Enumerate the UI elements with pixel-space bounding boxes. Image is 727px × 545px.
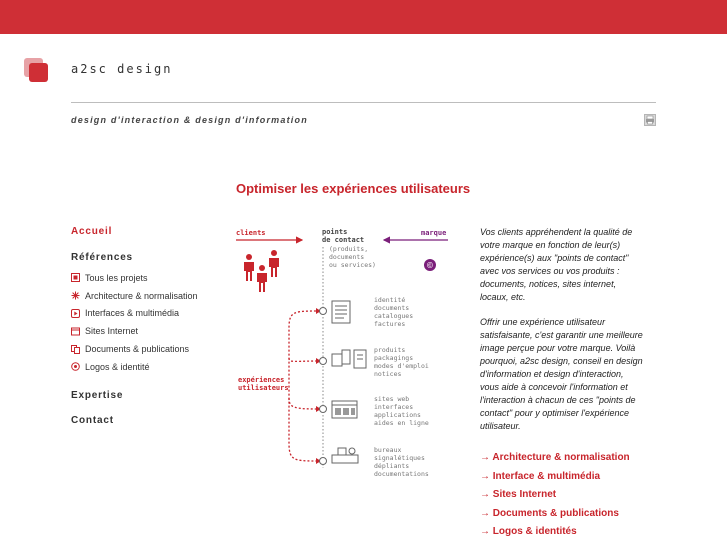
intro-paragraph-1: Vos clients appréhendent la qualité de votre marque en fonction de leur(s) expérience(s) aux "points de contact" avec vos services ou vos produits : documents, notices, sites internet, locaux, etc. (480, 227, 633, 302)
target-icon (71, 362, 80, 371)
link-sites-internet[interactable]: → Sites Internet (480, 489, 557, 501)
points-label-2: de contact (322, 236, 365, 244)
nav-references[interactable]: Références (71, 252, 133, 263)
documents-icon (71, 345, 80, 354)
play-box-icon (71, 309, 80, 318)
packaging-icon (332, 350, 366, 368)
page-title: Optimiser les expériences utilisateurs (236, 181, 471, 196)
nav-accueil[interactable]: Accueil (71, 226, 113, 237)
touchpoint-4-line-2: signalétiques (374, 454, 425, 462)
browser-window-icon (71, 327, 80, 336)
points-label-1: points (322, 228, 348, 236)
intro-paragraph-2: Offrir une expérience utilisateur satisfaisante, c'est garantir une meilleure image perçue pour votre marque. Voilà pourquoi, a2sc design, conseil en design d'information et design d'interaction, vous aide à concevoir l'information et l'interaction à chacun de ces "points de contact" pour y optimiser l'expérience utilisateur. (480, 317, 643, 431)
link-documents[interactable]: → Documents & publications (480, 507, 619, 519)
document-icon (332, 301, 350, 323)
touchpoint-4-line-3: dépliants (374, 462, 410, 470)
touchpoint-3-line-1: sites web (374, 395, 410, 403)
marque-label: marque (421, 229, 447, 237)
touchpoint-1-line-4: factures (374, 320, 406, 328)
touchpoint-2-line-4: notices (374, 370, 402, 378)
intro-text (480, 226, 645, 445)
touchpoint-2-line-2: packagings (374, 354, 414, 362)
subnav-label: Sites Internet (85, 326, 139, 337)
brand-symbol: © (427, 261, 433, 270)
experiences-label-1: expériences (238, 376, 285, 384)
subnav-label: Tous les projets (85, 272, 148, 283)
grid-square-icon (71, 273, 80, 282)
nav-expertise[interactable]: Expertise (71, 389, 124, 401)
users-icon (244, 250, 279, 292)
touchpoint-2-line-3: modes d'emploi (374, 362, 429, 370)
touchpoint-3-line-3: applications (374, 411, 421, 419)
nav-contact[interactable]: Contact (71, 414, 114, 426)
subnav-logos[interactable] (71, 358, 221, 376)
asterisk-icon (71, 291, 80, 300)
experiences-label-2: utilisateurs (238, 384, 289, 392)
points-sub-2: documents (329, 253, 365, 261)
link-logos[interactable]: → Logos & identités (480, 526, 577, 538)
webpage-icon (332, 401, 357, 418)
brand-name[interactable]: a2sc design (71, 62, 173, 76)
print-icon[interactable] (644, 114, 656, 126)
services-links (480, 452, 660, 545)
logo-icon (24, 58, 48, 82)
subnav-label: Logos & identité (85, 361, 150, 372)
points-sub-1: (produits, (329, 245, 369, 253)
touchpoint-3-line-2: interfaces (374, 403, 414, 411)
touchpoint-4-line-1: bureaux (374, 446, 402, 454)
subnav-interfaces[interactable] (71, 305, 221, 323)
touchpoint-1-line-2: documents (374, 304, 410, 312)
subnav-label: Architecture & normalisation (85, 290, 198, 301)
references-submenu (71, 269, 221, 376)
touchpoint-3-line-4: aides en ligne (374, 419, 429, 427)
clients-label: clients (236, 229, 266, 237)
touchpoints-diagram (234, 223, 464, 483)
points-sub-3: ou services) (329, 261, 376, 269)
subnav-sites-internet[interactable] (71, 322, 221, 340)
touchpoint-2-line-1: produits (374, 346, 406, 354)
subnav-label: Documents & publications (85, 344, 190, 355)
subnav-label: Interfaces & multimédia (85, 308, 180, 319)
touchpoint-1-line-3: catalogues (374, 312, 414, 320)
top-banner (0, 0, 727, 34)
header-divider (71, 102, 656, 103)
touchpoint-1-line-1: identité (374, 296, 406, 304)
link-architecture[interactable]: → Architecture & normalisation (480, 452, 630, 463)
subnav-documents[interactable] (71, 340, 221, 358)
sidebar-nav (71, 226, 221, 426)
touchpoint-4-line-4: documentations (374, 470, 429, 478)
subnav-architecture[interactable] (71, 287, 221, 305)
office-desk-icon (332, 448, 358, 463)
tagline: design d'interaction & design d'information (71, 115, 308, 125)
link-interface[interactable]: → Interface & multimédia (480, 470, 601, 482)
subnav-tous-les-projets[interactable] (71, 269, 221, 287)
